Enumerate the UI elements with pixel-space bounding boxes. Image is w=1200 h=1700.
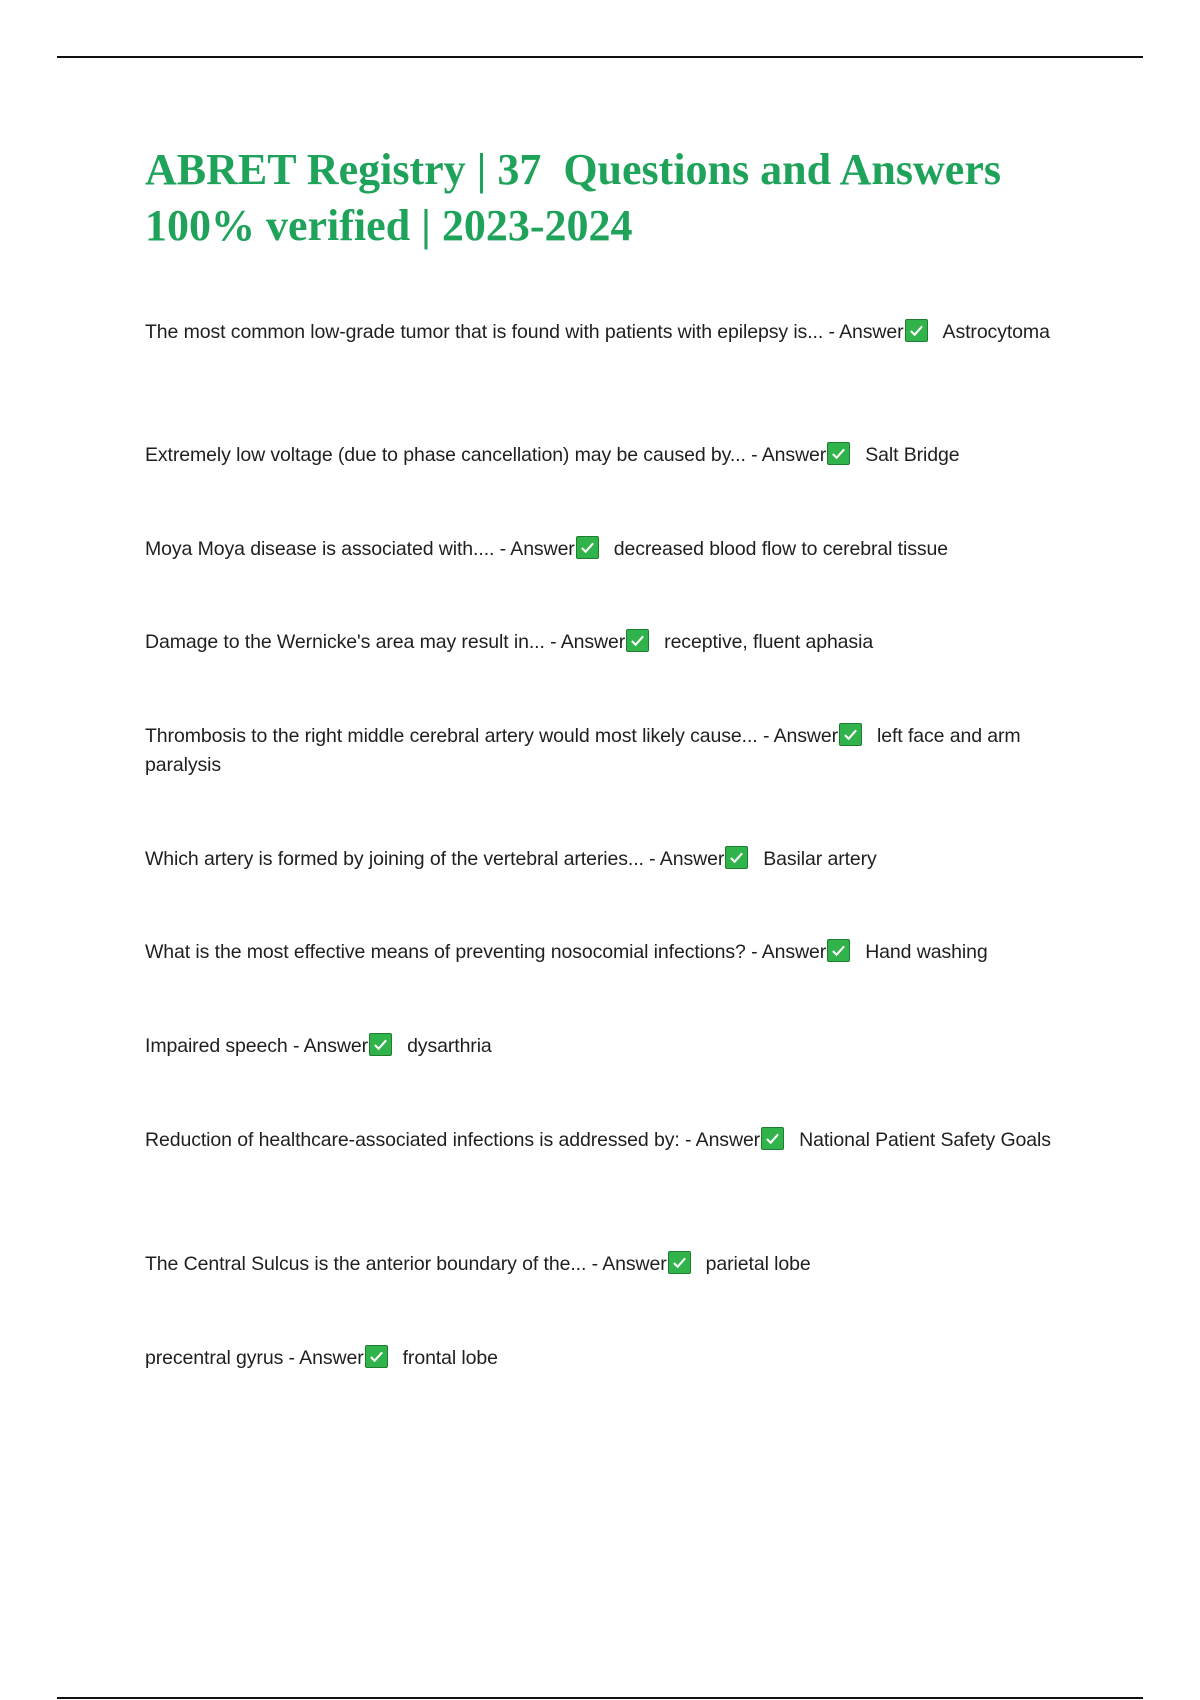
answer-prefix: - Answer [823,321,904,343]
question-text: Moya Moya disease is associated with.... [145,538,495,560]
bottom-rule [57,1697,1143,1699]
check-icon [905,319,928,342]
answer-prefix: - Answer [679,1129,761,1151]
answer-text: frontal lobe [402,1347,498,1369]
answer-text: decreased blood flow to cerebral tissue [613,538,949,560]
question-text: The most common low-grade tumor that is found with patients with epilepsy is... [145,321,824,343]
question-text: Which artery is formed by joining of the vertebral arteries... [145,848,644,870]
question-text: Impaired speech [145,1035,288,1057]
qa-item-3 [145,535,1085,564]
question-text: What is the most effective means of preventing nosocomial infections? [145,941,746,963]
answer-prefix: - Answer [586,1253,667,1275]
question-text: The Central Sulcus is the anterior boundary of the... [145,1253,587,1275]
answer-prefix: - Answer [494,538,575,560]
answer-prefix: - Answer [757,725,839,747]
answer-text: Basilar artery [763,848,877,870]
qa-item-1 [145,318,1085,347]
qa-item-9 [145,1126,1085,1155]
qa-item-5 [145,722,1085,780]
answer-prefix: - Answer [544,631,626,653]
qa-item-4 [145,628,1085,657]
document-title [145,142,1085,254]
question-text: Reduction of healthcare-associated infections is addressed by: [145,1129,680,1151]
question-text: Damage to the Wernicke's area may result in... [145,631,545,653]
check-icon [626,629,649,652]
qa-item-2 [145,441,1085,470]
top-rule [57,56,1143,58]
question-text: precentral gyrus [145,1347,284,1369]
answer-text: left face and arm paralysis [145,725,1021,776]
answer-text: Salt Bridge [865,444,960,466]
answer-text: Hand washing [865,941,988,963]
qa-item-10 [145,1250,1085,1279]
check-icon [365,1345,388,1368]
qa-item-11 [145,1344,1085,1373]
answer-prefix: - Answer [745,941,827,963]
title-line-2: 100% verified | 2023-2024 [145,201,633,250]
answer-text: National Patient Safety Goals [799,1129,1051,1151]
title-line-1: ABRET Registry | 37 Questions and Answers [145,145,1001,194]
check-icon [827,442,850,465]
check-icon [839,723,862,746]
answer-text: dysarthria [407,1035,492,1057]
question-text: Extremely low voltage (due to phase cancellation) may be caused by... [145,444,746,466]
qa-item-6 [145,845,1085,874]
question-text: Thrombosis to the right middle cerebral artery would most likely cause... [145,725,758,747]
answer-prefix: - Answer [643,848,725,870]
answer-text: receptive, fluent aphasia [664,631,874,653]
answer-prefix: - Answer [287,1035,369,1057]
answer-prefix: - Answer [745,444,827,466]
check-icon [725,846,748,869]
check-icon [369,1033,392,1056]
check-icon [576,536,599,559]
answer-text: Astrocytoma [942,321,1050,343]
qa-item-7 [145,938,1085,967]
answer-text: parietal lobe [705,1253,811,1275]
check-icon [761,1127,784,1150]
qa-item-8 [145,1032,1085,1061]
answer-prefix: - Answer [283,1347,364,1369]
check-icon [827,939,850,962]
check-icon [668,1251,691,1274]
